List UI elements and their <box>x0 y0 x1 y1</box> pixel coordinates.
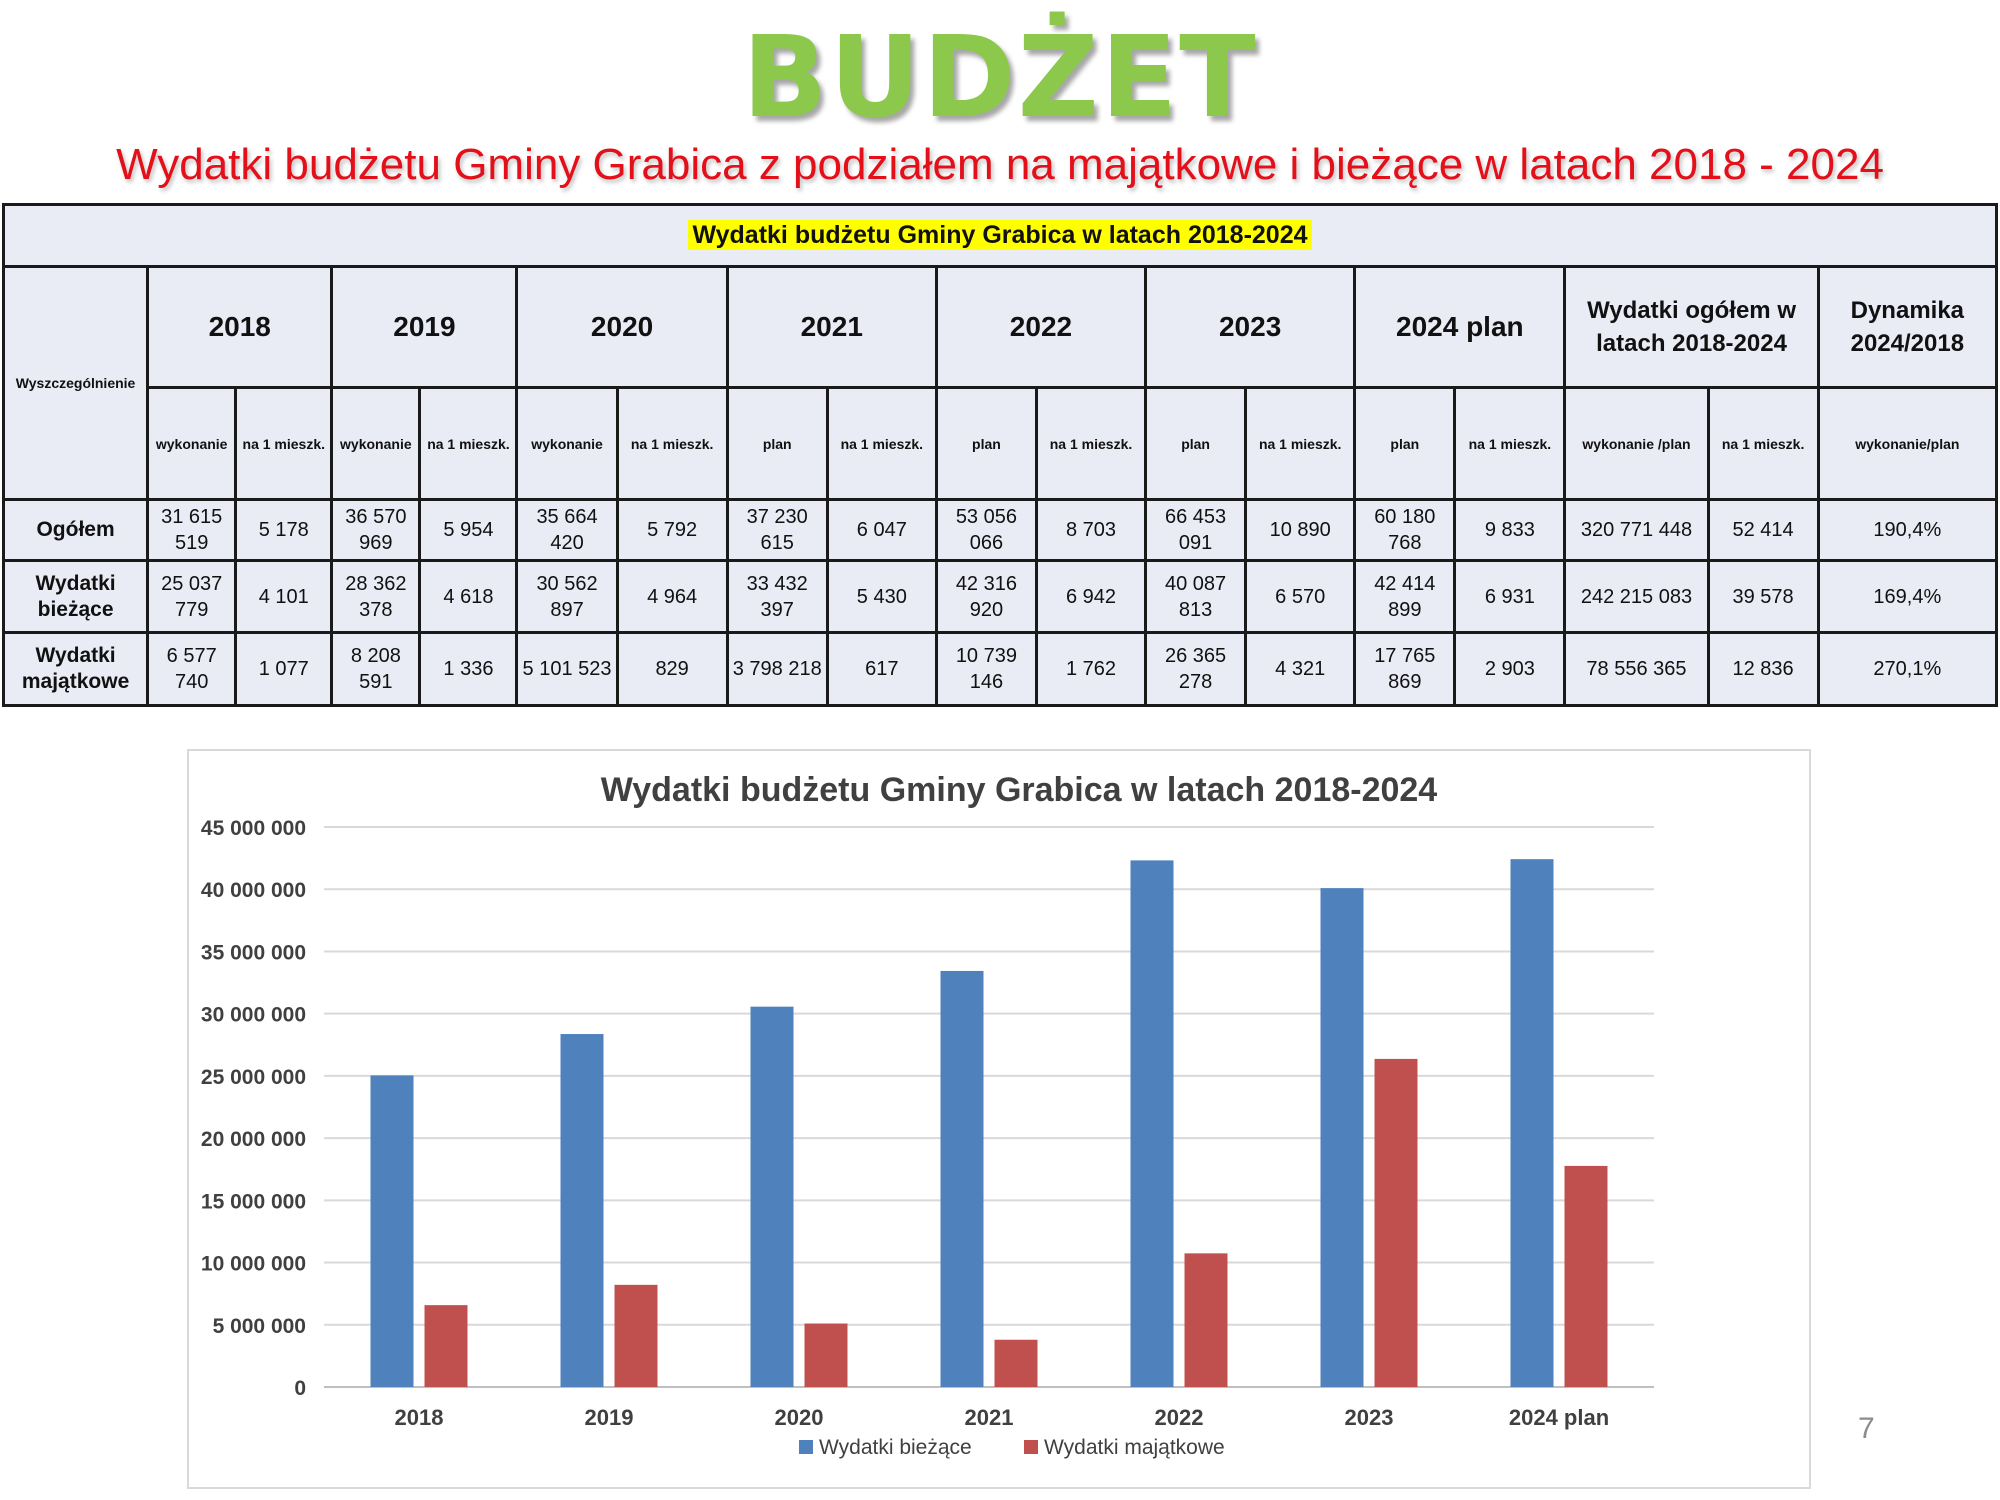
table-cell: 1 077 <box>236 633 332 706</box>
legend-label: Wydatki bieżące <box>819 1436 972 1459</box>
y-tick-label: 0 <box>294 1377 306 1400</box>
table-cell: 320 771 448 <box>1565 500 1708 561</box>
x-tick-label: 2023 <box>1344 1405 1394 1430</box>
y-tick-label: 30 000 000 <box>200 1003 306 1027</box>
year-header: 2018 <box>148 267 332 388</box>
bar <box>1131 860 1174 1387</box>
bar <box>1375 1059 1418 1387</box>
table-cell: 42 316 920 <box>936 561 1036 633</box>
subheader-cell: na 1 mieszk. <box>236 388 332 500</box>
table-year-header-row <box>4 267 1997 388</box>
year-header: 2024 plan <box>1355 267 1565 388</box>
subheader-cell: wykonanie <box>517 388 617 500</box>
table-cell: 26 365 278 <box>1146 633 1246 706</box>
table-cell: 5 954 <box>420 500 517 561</box>
x-tick-label: 2020 <box>774 1405 824 1430</box>
subheader-cell: wykonanie <box>332 388 420 500</box>
subheader-cell: na 1 mieszk. <box>1246 388 1355 500</box>
table-caption-cell <box>4 205 1997 267</box>
budget-banner: BUDŻET <box>742 13 1258 143</box>
row-label: Ogółem <box>4 500 148 561</box>
x-tick-label: 2024 plan <box>1508 1405 1610 1430</box>
bar <box>805 1324 848 1387</box>
bar-chart <box>189 751 1809 1487</box>
chart-title: Wydatki budżetu Gminy Grabica w latach 2018-2024 <box>600 771 1438 809</box>
table-cell: 52 414 <box>1708 500 1818 561</box>
bar <box>615 1285 658 1387</box>
y-tick-label: 35 000 000 <box>200 941 306 965</box>
table-cell: 6 047 <box>827 500 936 561</box>
year-header: 2020 <box>517 267 727 388</box>
y-tick-label: 20 000 000 <box>200 1128 306 1152</box>
table-cell: 5 101 523 <box>517 633 617 706</box>
subheader-cell: na 1 mieszk. <box>1455 388 1565 500</box>
table-row <box>4 500 1997 561</box>
bar <box>1185 1253 1228 1387</box>
table-cell: 4 101 <box>236 561 332 633</box>
table-row <box>4 561 1997 633</box>
x-tick-label: 2022 <box>1154 1405 1204 1430</box>
table-cell: 33 432 397 <box>727 561 827 633</box>
table-cell: 60 180 768 <box>1355 500 1455 561</box>
table-cell: 169,4% <box>1818 561 1996 633</box>
subheader-cell: na 1 mieszk. <box>1708 388 1818 500</box>
bar <box>751 1007 794 1387</box>
subheader-cell: na 1 mieszk. <box>1036 388 1145 500</box>
year-header: 2023 <box>1146 267 1355 388</box>
subheader-cell: na 1 mieszk. <box>827 388 936 500</box>
table-cell: 4 964 <box>617 561 727 633</box>
table-cell: 4 321 <box>1246 633 1355 706</box>
bar <box>995 1340 1038 1387</box>
legend-swatch <box>1024 1440 1038 1454</box>
table-cell: 270,1% <box>1818 633 1996 706</box>
table-cell: 242 215 083 <box>1565 561 1708 633</box>
table-cell: 10 739 146 <box>936 633 1036 706</box>
table-row <box>4 633 1997 706</box>
subheader-cell: plan <box>936 388 1036 500</box>
table-cell: 28 362 378 <box>332 561 420 633</box>
dynamics-header: Dynamika 2024/2018 <box>1818 267 1996 388</box>
table-cell: 6 577 740 <box>148 633 236 706</box>
table-cell: 5 792 <box>617 500 727 561</box>
bar <box>1511 859 1554 1387</box>
bar <box>1565 1166 1608 1387</box>
subheader-cell: plan <box>1146 388 1246 500</box>
table-cell: 12 836 <box>1708 633 1818 706</box>
page-number: 7 <box>1858 1412 1875 1445</box>
row-label: Wydatki bieżące <box>4 561 148 633</box>
subheader-cell: plan <box>1355 388 1455 500</box>
table-cell: 8 208 591 <box>332 633 420 706</box>
table-cell: 1 336 <box>420 633 517 706</box>
bar <box>561 1034 604 1387</box>
bar <box>1321 888 1364 1387</box>
table-cell: 9 833 <box>1455 500 1565 561</box>
table-caption-row <box>4 205 1997 267</box>
table-cell: 35 664 420 <box>517 500 617 561</box>
table-cell: 5 430 <box>827 561 936 633</box>
table-cell: 17 765 869 <box>1355 633 1455 706</box>
table-cell: 30 562 897 <box>517 561 617 633</box>
table-cell: 4 618 <box>420 561 517 633</box>
table-caption: Wydatki budżetu Gminy Grabica w latach 2018-2024 <box>688 220 1311 250</box>
x-tick-label: 2018 <box>394 1405 444 1430</box>
table-cell: 617 <box>827 633 936 706</box>
bar <box>941 971 984 1387</box>
table-cell: 1 762 <box>1036 633 1145 706</box>
x-tick-label: 2021 <box>964 1405 1014 1430</box>
year-header: 2021 <box>727 267 936 388</box>
table-cell: 10 890 <box>1246 500 1355 561</box>
y-tick-label: 40 000 000 <box>200 879 306 903</box>
row-header-label: Wyszczególnienie <box>4 267 148 500</box>
subheader-cell: wykonanie <box>148 388 236 500</box>
table-cell: 37 230 615 <box>727 500 827 561</box>
table-cell: 66 453 091 <box>1146 500 1246 561</box>
table-cell: 5 178 <box>236 500 332 561</box>
table-cell: 42 414 899 <box>1355 561 1455 633</box>
table-cell: 6 942 <box>1036 561 1145 633</box>
table-cell: 6 931 <box>1455 561 1565 633</box>
legend-swatch <box>799 1440 813 1454</box>
y-tick-label: 10 000 000 <box>200 1252 306 1276</box>
table-cell: 78 556 365 <box>1565 633 1708 706</box>
subheader-cell: na 1 mieszk. <box>617 388 727 500</box>
budget-table <box>2 203 1998 707</box>
table-cell: 40 087 813 <box>1146 561 1246 633</box>
year-header: 2019 <box>332 267 517 388</box>
table-cell: 53 056 066 <box>936 500 1036 561</box>
bar <box>425 1305 468 1387</box>
y-tick-label: 45 000 000 <box>200 817 306 840</box>
table-cell: 3 798 218 <box>727 633 827 706</box>
table-cell: 8 703 <box>1036 500 1145 561</box>
table-cell: 2 903 <box>1455 633 1565 706</box>
total-header: Wydatki ogółem w latach 2018-2024 <box>1565 267 1818 388</box>
row-label: Wydatki majątkowe <box>4 633 148 706</box>
legend-label: Wydatki majątkowe <box>1044 1436 1225 1459</box>
x-tick-label: 2019 <box>584 1405 634 1430</box>
table-cell: 36 570 969 <box>332 500 420 561</box>
bar <box>371 1075 414 1387</box>
subheader-cell: wykonanie/plan <box>1818 388 1996 500</box>
y-tick-label: 15 000 000 <box>200 1190 306 1214</box>
year-header: 2022 <box>936 267 1145 388</box>
table-cell: 25 037 779 <box>148 561 236 633</box>
table-cell: 190,4% <box>1818 500 1996 561</box>
subheader-cell: wykonanie /plan <box>1565 388 1708 500</box>
chart-area <box>187 749 1811 1489</box>
page-subtitle: Wydatki budżetu Gminy Grabica z podziałem na majątkowe i bieżące w latach 2018 - 2024 <box>116 140 1884 189</box>
table-subheader-row <box>4 388 1997 500</box>
y-tick-label: 25 000 000 <box>200 1065 306 1089</box>
table-cell: 39 578 <box>1708 561 1818 633</box>
y-tick-label: 5 000 000 <box>212 1314 306 1338</box>
subheader-cell: na 1 mieszk. <box>420 388 517 500</box>
table-cell: 6 570 <box>1246 561 1355 633</box>
table-cell: 829 <box>617 633 727 706</box>
subheader-cell: plan <box>727 388 827 500</box>
table-cell: 31 615 519 <box>148 500 236 561</box>
